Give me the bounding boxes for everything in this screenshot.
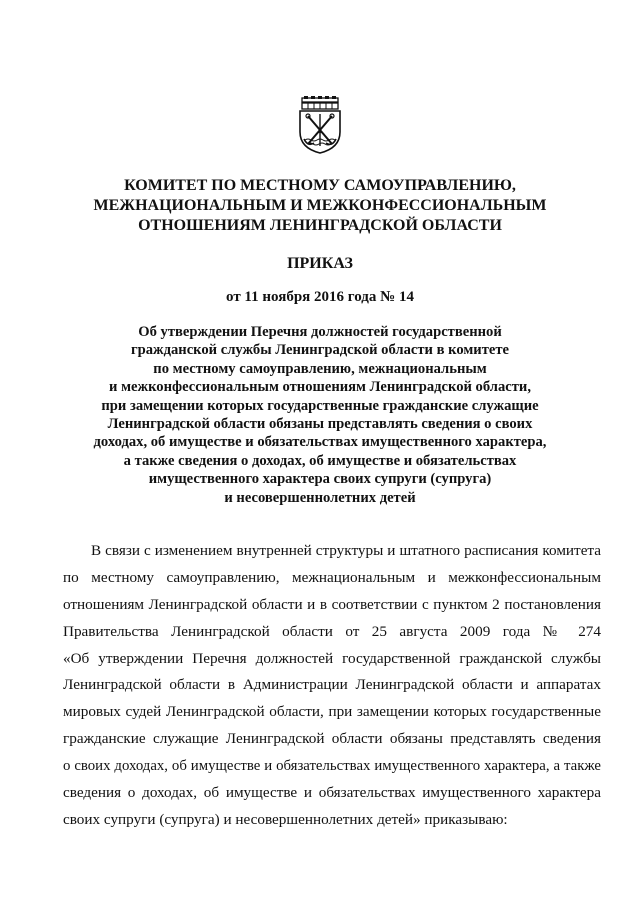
organization-name: [60, 176, 580, 236]
body-line: В связи с изменением внутренней структуры и штатного расписания комитета: [91, 542, 601, 559]
title-line: и несовершеннолетних детей: [224, 489, 416, 506]
body-line: сведения о доходах, об имуществе и обязательствах имущественного характера: [63, 784, 601, 802]
document-date-number: от 11 ноября 2016 года № 14: [226, 289, 414, 305]
title-line: по местному самоуправлению, межнациональным: [153, 360, 487, 377]
organization-line: МЕЖНАЦИОНАЛЬНЫМ И МЕЖКОНФЕССИОНАЛЬНЫМ: [93, 197, 547, 214]
body-line: своих супруги (супруга) и несовершеннолетних детей» приказываю:: [63, 810, 508, 828]
body-line: по местному самоуправлению, межнациональным и межконфессиональным: [63, 568, 601, 586]
body-line: мировых судей Ленинградской области, при замещении которых государственные: [63, 703, 601, 721]
title-line: а также сведения о доходах, об имуществе и обязательствах: [123, 452, 517, 469]
organization-line: ОТНОШЕНИЯМ ЛЕНИНГРАДСКОЙ ОБЛАСТИ: [138, 217, 502, 234]
title-line: имущественного характера своих супруги (супруга): [148, 471, 492, 488]
body-line: о своих доходах, об имуществе и обязательствах имущественного характера, а также: [63, 758, 601, 775]
organization-line: КОМИТЕТ ПО МЕСТНОМУ САМОУПРАВЛЕНИЮ,: [124, 177, 516, 194]
title-line: при замещении которых государственные гражданские служащие: [101, 397, 539, 414]
title-line: доходах, об имуществе и обязательствах имущественного характера,: [93, 434, 547, 451]
title-line: Об утверждении Перечня должностей государственной: [138, 324, 502, 340]
title-line: Ленинградской области обязаны представлять сведения о своих: [107, 416, 533, 433]
body-paragraph: [63, 538, 601, 834]
document-title: [60, 323, 580, 507]
document-type: ПРИКАЗ: [287, 255, 353, 272]
body-line: гражданские служащие Ленинградской области обязаны представлять сведения: [63, 730, 601, 748]
title-line: гражданской службы Ленинградской области в комитете: [130, 342, 510, 359]
body-line: отношениям Ленинградской области и в соответствии с пунктом 2 постановления: [63, 595, 601, 613]
body-line: Ленинградской области в Администрации Ленинградской области и аппаратах: [63, 676, 601, 694]
coat-of-arms-icon: [297, 96, 343, 154]
body-line: Правительства Ленинградской области от 25 августа 2009 года № 274: [63, 622, 601, 640]
title-line: и межконфессиональным отношениям Ленинградской области,: [109, 379, 531, 396]
body-line: «Об утверждении Перечня должностей государственной гражданской службы: [63, 649, 601, 667]
